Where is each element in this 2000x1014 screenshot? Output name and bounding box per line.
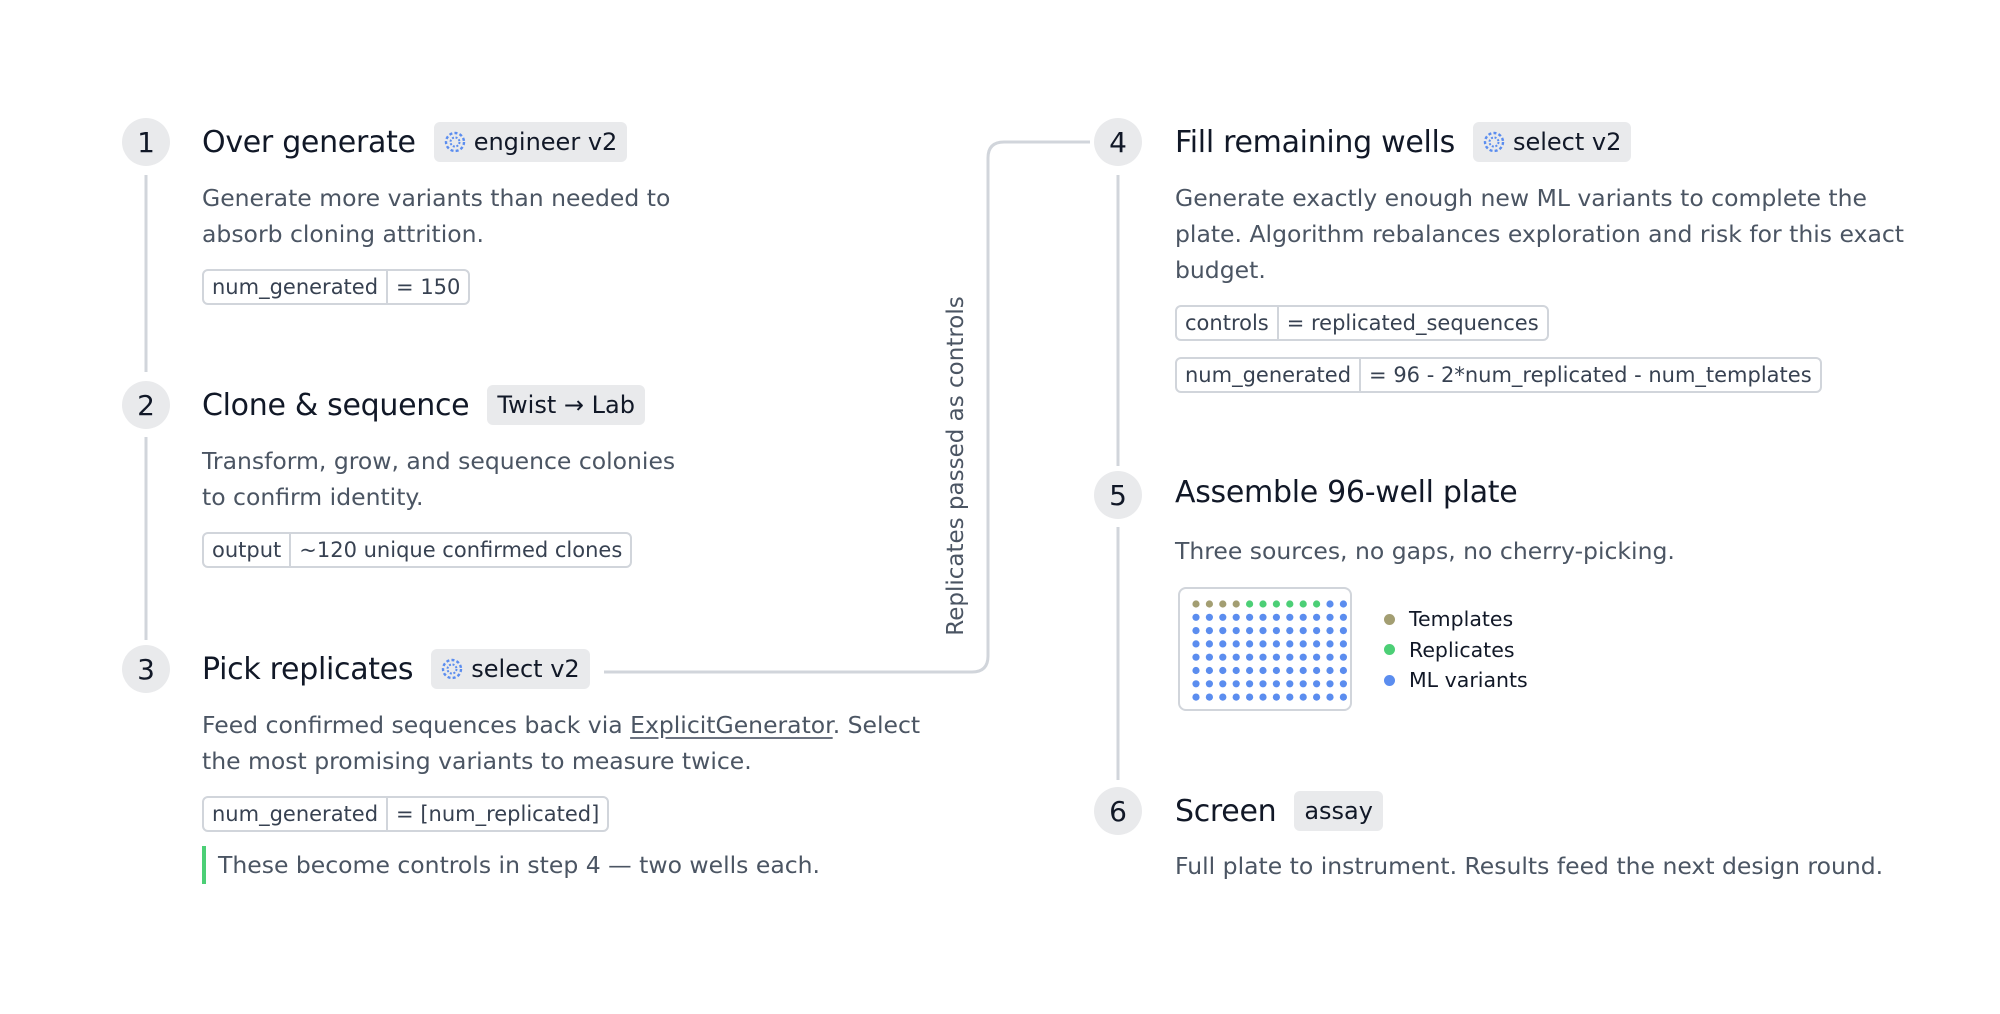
- step-2-description: [202, 443, 675, 515]
- well-ml-variant: [1192, 627, 1199, 634]
- legend-label: Replicates: [1409, 637, 1515, 662]
- well-ml-variant: [1326, 694, 1333, 701]
- step-3-param-num-generated: [202, 796, 609, 832]
- well-ml-variant: [1300, 680, 1307, 687]
- well-ml-variant: [1233, 667, 1240, 674]
- well-ml-variant: [1206, 654, 1213, 661]
- well-replicate: [1246, 600, 1253, 607]
- param-value: = replicated_sequences: [1286, 311, 1539, 335]
- well-ml-variant: [1246, 694, 1253, 701]
- well-ml-variant: [1273, 614, 1280, 621]
- well-ml-variant: [1300, 627, 1307, 634]
- legend-label: ML variants: [1409, 668, 1528, 693]
- legend-dot-ml-variants: [1384, 675, 1395, 686]
- well-ml-variant: [1300, 640, 1307, 647]
- well-ml-variant: [1340, 600, 1347, 607]
- well-ml-variant: [1313, 680, 1320, 687]
- well-template: [1206, 600, 1213, 607]
- connector-label-text: Replicates passed as controls: [943, 296, 969, 636]
- well-template: [1192, 600, 1199, 607]
- well-ml-variant: [1300, 614, 1307, 621]
- step-1-header: [202, 122, 627, 162]
- step-6-description: [1175, 848, 1883, 884]
- well-template: [1219, 600, 1226, 607]
- well-ml-variant: [1259, 667, 1266, 674]
- step-1-chip-label: engineer v2: [473, 128, 618, 156]
- cultivarium-logo-icon: [444, 131, 466, 153]
- step-5-description: [1175, 533, 1675, 569]
- step-5-header: [1175, 475, 1517, 510]
- legend-item-templates: [1384, 604, 1528, 635]
- well-ml-variant: [1192, 680, 1199, 687]
- legend-dot-replicates: [1384, 644, 1395, 655]
- step-number-5: 5: [1094, 471, 1142, 519]
- explicit-generator-link[interactable]: ExplicitGenerator: [630, 711, 833, 739]
- step-2-header: [202, 385, 645, 425]
- well-ml-variant: [1286, 680, 1293, 687]
- well-ml-variant: [1273, 640, 1280, 647]
- step-2-title: Clone & sequence: [202, 387, 470, 423]
- well-ml-variant: [1246, 680, 1253, 687]
- well-ml-variant: [1326, 667, 1333, 674]
- step-3-header: [202, 649, 590, 689]
- well-ml-variant: [1246, 614, 1253, 621]
- description-text: . Select: [832, 711, 921, 739]
- well-ml-variant: [1233, 680, 1240, 687]
- replicates-connector-path: [604, 142, 1090, 672]
- well-ml-variant: [1326, 654, 1333, 661]
- well-ml-variant: [1246, 654, 1253, 661]
- step-4-description-line: plate. Algorithm rebalances exploration and risk for this exact: [1175, 220, 1904, 248]
- well-ml-variant: [1326, 600, 1333, 607]
- well-ml-variant: [1206, 694, 1213, 701]
- well-ml-variant: [1206, 627, 1213, 634]
- step-3-description-line: the most promising variants to measure twice.: [202, 747, 752, 775]
- legend-item-replicates: [1384, 635, 1528, 666]
- step-3-title: Pick replicates: [202, 651, 414, 687]
- step-2-param-output: [202, 532, 632, 568]
- legend-label: Templates: [1409, 607, 1514, 632]
- step-2-chip-label: Twist → Lab: [497, 391, 635, 419]
- well-ml-variant: [1300, 667, 1307, 674]
- well-replicate: [1286, 600, 1293, 607]
- well-ml-variant: [1206, 640, 1213, 647]
- well-ml-variant: [1286, 627, 1293, 634]
- well-ml-variant: [1246, 667, 1253, 674]
- well-ml-variant: [1313, 654, 1320, 661]
- well-ml-variant: [1286, 667, 1293, 674]
- step-1-title: Over generate: [202, 124, 416, 160]
- well-ml-variant: [1206, 614, 1213, 621]
- well-ml-variant: [1340, 640, 1347, 647]
- well-plate-grid: [1180, 589, 1350, 709]
- step-6-header: [1175, 791, 1383, 831]
- well-ml-variant: [1340, 654, 1347, 661]
- well-ml-variant: [1219, 614, 1226, 621]
- well-ml-variant: [1326, 680, 1333, 687]
- step-number-1: 1: [122, 118, 170, 166]
- well-ml-variant: [1300, 694, 1307, 701]
- well-ml-variant: [1219, 654, 1226, 661]
- step-4-chip-label: select v2: [1512, 128, 1622, 156]
- legend-item-ml-variants: [1384, 665, 1528, 696]
- param-value: = 96 - 2*num_replicated - num_templates: [1369, 363, 1812, 387]
- well-ml-variant: [1273, 680, 1280, 687]
- step-4-chip: [1473, 122, 1631, 162]
- step-number-3: 3: [122, 645, 170, 693]
- step-5-description-line: Three sources, no gaps, no cherry-picking.: [1175, 537, 1675, 565]
- well-template: [1233, 600, 1240, 607]
- well-ml-variant: [1326, 640, 1333, 647]
- well-ml-variant: [1259, 640, 1266, 647]
- well-ml-variant: [1273, 694, 1280, 701]
- well-ml-variant: [1233, 627, 1240, 634]
- step-1-description: [202, 180, 670, 252]
- step-2-chip: [487, 385, 645, 425]
- well-ml-variant: [1259, 627, 1266, 634]
- step-number-2: 2: [122, 381, 170, 429]
- cultivarium-logo-icon: [441, 658, 463, 680]
- well-ml-variant: [1192, 640, 1199, 647]
- param-value: ~120 unique confirmed clones: [299, 538, 623, 562]
- well-ml-variant: [1273, 627, 1280, 634]
- well-ml-variant: [1246, 640, 1253, 647]
- well-replicate: [1259, 600, 1266, 607]
- well-ml-variant: [1313, 667, 1320, 674]
- well-ml-variant: [1192, 667, 1199, 674]
- well-ml-variant: [1219, 640, 1226, 647]
- step-6-chip: [1294, 791, 1383, 831]
- well-ml-variant: [1259, 694, 1266, 701]
- well-ml-variant: [1286, 694, 1293, 701]
- cultivarium-logo-icon: [1483, 131, 1505, 153]
- step-3-description: [202, 707, 920, 779]
- param-key: output: [204, 534, 291, 566]
- description-text: Feed confirmed sequences back via: [202, 711, 631, 739]
- step-3-description-line: [202, 707, 920, 743]
- step-4-title: Fill remaining wells: [1175, 124, 1455, 160]
- well-ml-variant: [1233, 654, 1240, 661]
- step-1-description-line: Generate more variants than needed to: [202, 184, 671, 212]
- well-plate-96: [1178, 587, 1352, 711]
- step-4-param-controls: [1175, 305, 1549, 341]
- step-3-note: These become controls in step 4 — two wells each.: [202, 846, 820, 884]
- well-ml-variant: [1259, 680, 1266, 687]
- well-ml-variant: [1192, 694, 1199, 701]
- step-1-chip: [434, 122, 628, 162]
- well-ml-variant: [1259, 614, 1266, 621]
- well-ml-variant: [1340, 627, 1347, 634]
- step-3-chip: [431, 649, 589, 689]
- well-ml-variant: [1286, 654, 1293, 661]
- param-value: = [num_replicated]: [396, 802, 600, 826]
- well-ml-variant: [1219, 627, 1226, 634]
- well-ml-variant: [1259, 654, 1266, 661]
- well-ml-variant: [1233, 614, 1240, 621]
- well-ml-variant: [1300, 654, 1307, 661]
- well-ml-variant: [1313, 640, 1320, 647]
- well-ml-variant: [1340, 614, 1347, 621]
- step-2-description-line: to confirm identity.: [202, 483, 424, 511]
- well-ml-variant: [1273, 667, 1280, 674]
- well-ml-variant: [1286, 614, 1293, 621]
- step-4-header: [1175, 122, 1631, 162]
- well-ml-variant: [1340, 680, 1347, 687]
- step-1-description-line: absorb cloning attrition.: [202, 220, 485, 248]
- well-ml-variant: [1233, 640, 1240, 647]
- well-ml-variant: [1313, 614, 1320, 621]
- param-key: controls: [1177, 307, 1279, 339]
- legend-dot-templates: [1384, 614, 1395, 625]
- step-2-description-line: Transform, grow, and sequence colonies: [202, 447, 676, 475]
- well-replicate: [1300, 600, 1307, 607]
- step-1-param-num-generated: [202, 269, 470, 305]
- well-ml-variant: [1313, 694, 1320, 701]
- step-6-chip-label: assay: [1304, 797, 1373, 825]
- step-5-title: Assemble 96-well plate: [1175, 475, 1518, 510]
- step-3-chip-label: select v2: [471, 655, 580, 683]
- well-ml-variant: [1233, 694, 1240, 701]
- well-ml-variant: [1313, 627, 1320, 634]
- well-ml-variant: [1219, 694, 1226, 701]
- param-key: num_generated: [204, 271, 388, 303]
- step-number-4: 4: [1094, 118, 1142, 166]
- well-ml-variant: [1326, 614, 1333, 621]
- well-replicate: [1313, 600, 1320, 607]
- well-ml-variant: [1340, 667, 1347, 674]
- well-ml-variant: [1286, 640, 1293, 647]
- step-4-description-line: budget.: [1175, 256, 1266, 284]
- well-replicate: [1273, 600, 1280, 607]
- param-key: num_generated: [204, 798, 388, 830]
- well-ml-variant: [1206, 667, 1213, 674]
- step-6-title: Screen: [1175, 793, 1277, 829]
- step-number-6: 6: [1094, 787, 1142, 835]
- well-ml-variant: [1326, 627, 1333, 634]
- step-4-param-num-generated: [1175, 357, 1822, 393]
- well-ml-variant: [1206, 680, 1213, 687]
- step-6-description-line: Full plate to instrument. Results feed the next design round.: [1175, 852, 1884, 880]
- step-4-description-line: Generate exactly enough new ML variants to complete the: [1175, 184, 1867, 212]
- well-ml-variant: [1219, 680, 1226, 687]
- well-ml-variant: [1192, 614, 1199, 621]
- param-key: num_generated: [1177, 359, 1361, 391]
- well-ml-variant: [1273, 654, 1280, 661]
- well-ml-variant: [1246, 627, 1253, 634]
- well-ml-variant: [1340, 694, 1347, 701]
- well-ml-variant: [1192, 654, 1199, 661]
- well-ml-variant: [1219, 667, 1226, 674]
- param-value: = 150: [396, 275, 461, 299]
- step-4-description: [1175, 180, 1904, 288]
- plate-legend: [1384, 604, 1528, 696]
